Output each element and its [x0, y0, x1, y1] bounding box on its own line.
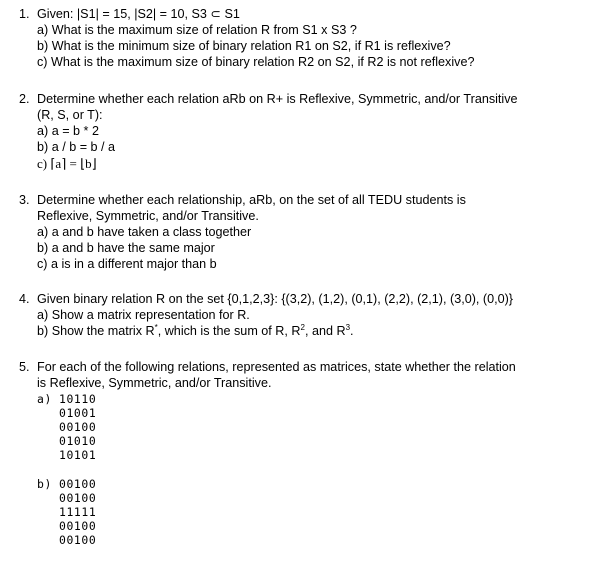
question-text: Given binary relation R on the set {0,1,2,3}: {(3,2), (1,2), (0,1), (2,2), (2,1), (3,0), (0,0)}: [37, 292, 513, 306]
sub-question-prefix: b) Show the matrix R: [37, 324, 155, 338]
sub-question: a) a = b * 2: [37, 124, 99, 138]
sub-question: a) Show a matrix representation for R.: [37, 308, 250, 322]
sub-question: b) What is the minimum size of binary relation R1 on S2, if R1 is reflexive?: [37, 39, 451, 53]
matrix-row: 10101: [59, 448, 97, 462]
sub-question: c) What is the maximum size of binary relation R2 on S2, if R2 is not reflexive?: [37, 55, 475, 69]
sub-question-middle: , which is the sum of R, R: [157, 324, 301, 338]
sub-question: [37, 324, 354, 339]
question-text: Reflexive, Symmetric, and/or Transitive.: [37, 209, 259, 223]
superscript-2: 2: [300, 323, 305, 332]
question-number: 5.: [19, 360, 30, 374]
sub-question: b) a / b = b / a: [37, 140, 116, 154]
sub-question: a) What is the maximum size of relation R from S1 x S3 ?: [37, 23, 357, 37]
question-text: is Reflexive, Symmetric, and/or Transitive.: [37, 376, 272, 390]
sub-question: c) a is in a different major than b: [37, 257, 217, 271]
question-number: 1.: [19, 7, 30, 21]
question-text: (R, S, or T):: [37, 108, 103, 122]
sub-question: a) a and b have taken a class together: [37, 225, 252, 239]
question-text: For each of the following relations, represented as matrices, state whether the relation: [37, 360, 516, 374]
matrix-row: 00100: [59, 491, 97, 505]
question-text: Determine whether each relation aRb on R+ is Reflexive, Symmetric, and/or Transitive: [37, 92, 518, 106]
sub-question: c) ⌈a⌉ = ⌊b⌋: [37, 156, 97, 171]
matrix-row: 11111: [59, 505, 97, 519]
superscript-star: *: [154, 323, 158, 332]
sub-question-end: .: [350, 324, 354, 338]
question-number: 4.: [19, 292, 30, 306]
question-number: 2.: [19, 92, 30, 106]
question-text: Given: |S1| = 15, |S2| = 10, S3 ⊂ S1: [37, 7, 240, 21]
matrix-row: 00100: [59, 533, 97, 547]
matrix-row: 00100: [59, 519, 97, 533]
matrix-row: 10110: [59, 392, 97, 406]
question-text: Determine whether each relationship, aRb, on the set of all TEDU students is: [37, 193, 466, 207]
matrix-row: 01010: [59, 434, 97, 448]
sub-question-and: , and R: [304, 324, 346, 338]
superscript-3: 3: [345, 323, 351, 332]
matrix-row: 00100: [59, 420, 97, 434]
sub-question: b) a and b have the same major: [37, 241, 215, 255]
matrix-row: 01001: [59, 406, 97, 420]
question-number: 3.: [19, 193, 30, 207]
matrix-label: a): [37, 392, 52, 406]
matrix-row: 00100: [59, 477, 97, 491]
matrix-label: b): [37, 477, 52, 491]
